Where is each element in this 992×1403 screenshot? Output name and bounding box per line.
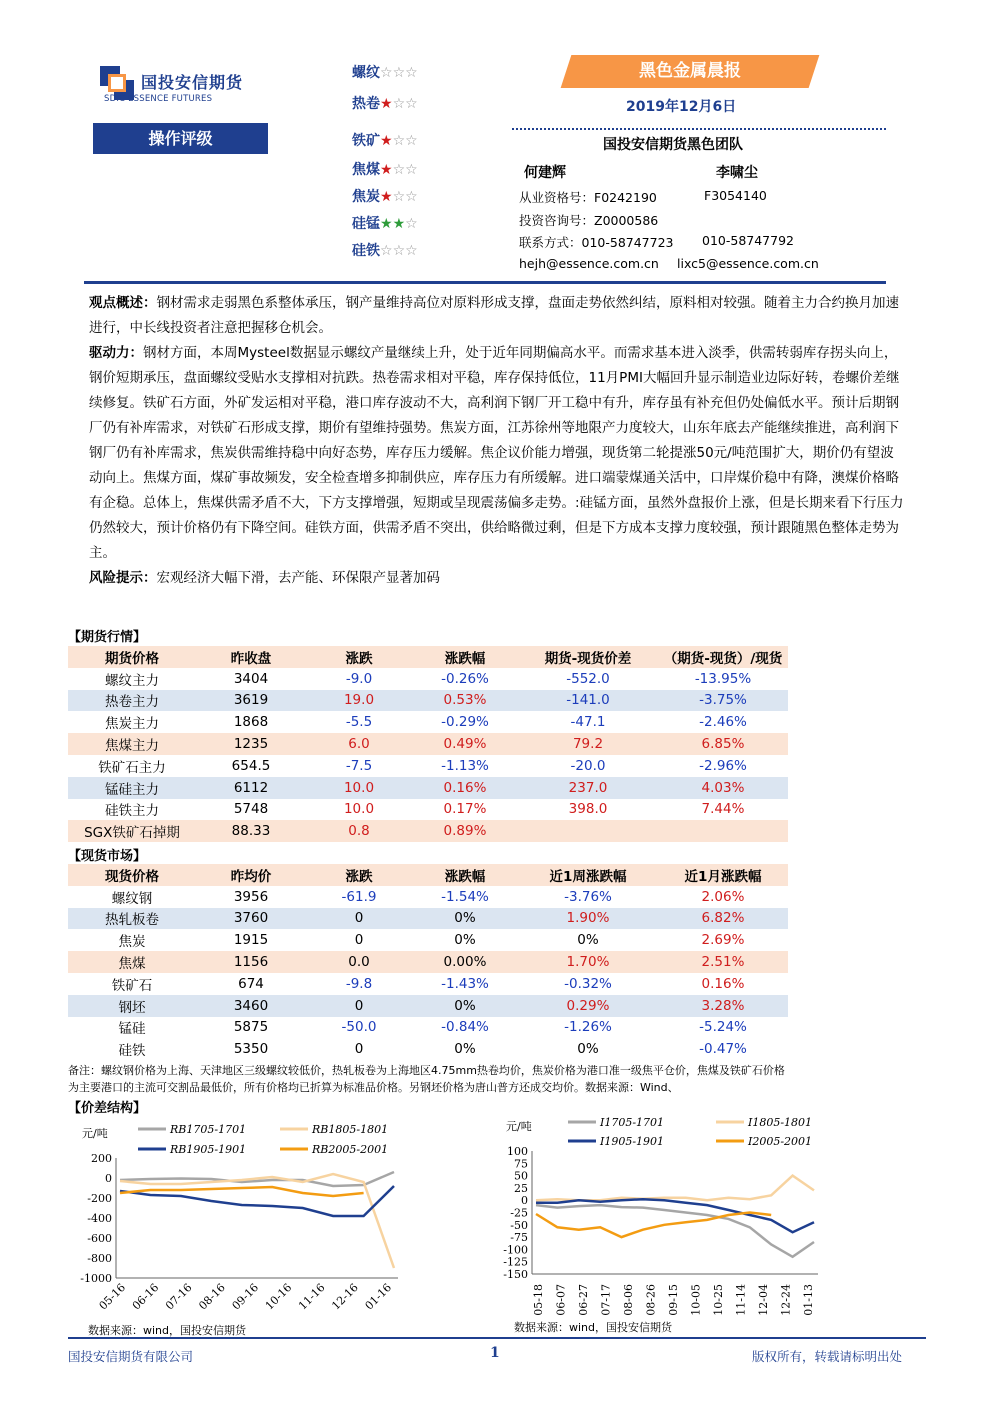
table-cell: -0.32% — [564, 975, 612, 992]
table-cell: 1235 — [196, 733, 306, 755]
legend-label: I1905-1901 — [600, 1135, 665, 1148]
y-tick-label: -150 — [503, 1268, 528, 1281]
y-tick-label: -75 — [510, 1231, 528, 1245]
rebar-spread-chart — [68, 1115, 418, 1335]
table-cell: 19.0 — [306, 690, 412, 712]
table-cell: -7.5 — [345, 757, 373, 774]
y-axis-unit: 元/吨 — [82, 1127, 108, 1140]
table-row — [68, 886, 788, 908]
analyst-2-name: 李啸尘 — [716, 165, 758, 181]
table-cell: -9.8 — [345, 975, 373, 992]
legend-label: I2005-2001 — [748, 1135, 813, 1148]
legend-label: I1805-1801 — [748, 1116, 813, 1129]
legend-label: I1705-1701 — [600, 1116, 665, 1129]
header-divider — [84, 281, 886, 284]
table-cell: 0% — [454, 932, 476, 949]
table-cell: 674 — [238, 975, 264, 992]
x-tick-label: 01-16 — [362, 1280, 395, 1313]
x-tick-label: 08-16 — [196, 1280, 228, 1313]
y-tick-label: -400 — [87, 1212, 112, 1225]
column-header: 涨跌幅 — [412, 646, 518, 668]
column-header: 昨均价 — [196, 864, 306, 886]
table-cell: 0 — [306, 995, 412, 1017]
rating-row — [352, 62, 418, 82]
star-empty-icon: ☆ — [392, 65, 406, 81]
y-tick-label: 100 — [507, 1145, 528, 1158]
series-line — [536, 1205, 814, 1257]
y-tick-label: 200 — [91, 1152, 112, 1165]
table-cell: -0.84% — [441, 1019, 489, 1036]
table-cell: 5748 — [233, 801, 269, 818]
footer-divider — [68, 1337, 926, 1339]
table-cell: -61.9 — [341, 888, 377, 905]
table-cell: 6112 — [196, 777, 306, 799]
footer-rights: 版权所有，转载请标明出处 — [752, 1349, 903, 1364]
table-cell: 2.06% — [701, 888, 745, 905]
table-cell — [518, 820, 658, 842]
table-cell: -3.75% — [658, 690, 788, 712]
table-cell: 10.0 — [343, 801, 375, 818]
table-cell: 焦煤 — [68, 951, 196, 973]
rating-name: 热卷 — [352, 96, 380, 112]
star-empty-icon: ☆ — [405, 65, 418, 81]
table-cell: 焦炭主力 — [105, 716, 159, 733]
x-tick-label: 10-05 — [689, 1284, 703, 1316]
table-cell: SGX铁矿石掉期 — [68, 820, 196, 842]
rating-row — [352, 213, 418, 233]
spot-section-title: 【现货市场】 — [68, 849, 147, 864]
table-cell: -1.13% — [441, 757, 489, 774]
rating-row — [352, 159, 418, 179]
table-cell: 398.0 — [568, 801, 608, 818]
column-header: 近1月涨跌幅 — [658, 864, 788, 886]
table-cell: 锰硅 — [118, 1021, 146, 1038]
chart-1-source: 数据来源：wind，国投安信期货 — [88, 1324, 247, 1337]
table-cell: 237.0 — [518, 777, 658, 799]
x-tick-label: 01-13 — [802, 1284, 815, 1316]
table-cell: -47.1 — [570, 714, 606, 731]
table-cell: 铁矿石 — [111, 977, 153, 994]
table-cell: 3404 — [233, 670, 269, 687]
analyst-2-email[interactable]: lixc5@essence.com.cn — [677, 256, 819, 271]
futures-section-title: 【期货行情】 — [68, 630, 147, 645]
risk-paragraph — [89, 566, 904, 591]
x-tick-label: 08-06 — [622, 1284, 635, 1316]
table-cell: 5350 — [233, 1041, 269, 1058]
analyst-1-license: 从业资格号：F0242190 — [519, 190, 657, 205]
rating-name: 螺纹 — [352, 65, 380, 81]
table-cell: 3956 — [233, 888, 269, 905]
star-empty-icon: ☆ — [405, 189, 418, 205]
table-cell: -1.43% — [441, 975, 489, 992]
table-cell: 钢坯 — [68, 995, 196, 1017]
x-tick-label: 09-15 — [667, 1284, 680, 1316]
table-cell: 10.0 — [306, 777, 412, 799]
table-row — [68, 820, 788, 842]
table-cell: -2.46% — [699, 714, 747, 731]
table-cell: 0.16% — [701, 975, 745, 992]
table-cell: -13.95% — [694, 670, 752, 687]
table-cell: -0.26% — [441, 670, 489, 687]
chart-2-source: 数据来源：wind，国投安信期货 — [514, 1321, 673, 1334]
x-tick-label: 11-14 — [734, 1284, 748, 1316]
table-header-row — [68, 646, 788, 668]
company-name-en: SDIC ESSENCE FUTURES — [104, 94, 213, 104]
table-cell: 1.70% — [518, 951, 658, 973]
y-tick-label: -1000 — [80, 1272, 112, 1285]
rating-row — [352, 93, 418, 113]
risk-text: 宏观经济大幅下滑，去产能、环保限产显著加码 — [156, 570, 440, 586]
y-tick-label: -50 — [510, 1218, 528, 1232]
summary-text: 钢材需求走弱黑色系整体承压，钢产量维持高位对原料形成支撑，盘面走势依然纠结，原料相对较强。随着主力合约换月加速进行，中长线投资者注意把握移仓机会。 — [89, 295, 899, 336]
x-tick-label: 09-16 — [229, 1280, 262, 1313]
analyst-2-license: F3054140 — [704, 188, 767, 203]
table-cell — [658, 820, 788, 842]
star-empty-icon: ☆ — [392, 96, 406, 112]
dotted-divider — [512, 128, 886, 130]
column-header: 近1周涨跌幅 — [518, 864, 658, 886]
table-cell: 0 — [354, 932, 364, 949]
table-cell: 0% — [412, 995, 518, 1017]
star-filled-icon: ★ — [392, 216, 406, 232]
analyst-2-phone: 010-58747792 — [702, 233, 794, 248]
table-cell: -0.47% — [699, 1041, 747, 1058]
table-cell: 0.89% — [412, 820, 518, 842]
table-cell: 6.0 — [306, 733, 412, 755]
star-empty-icon: ☆ — [380, 65, 393, 81]
table-cell: 79.2 — [518, 733, 658, 755]
y-tick-label: 0 — [521, 1194, 528, 1208]
spot-note: 备注：螺纹钢价格为上海、天津地区三级螺纹较低价，热轧板卷为上海地区4.75mm热卷均价，焦炭价格为港口准一级焦平仓价，焦煤及铁矿石价格为主要港口的主流可交割品最低价，所有价格均已折算为标准品价格。另钢坯价格为唐山普方还成交均价。数据来源：Wind、 — [68, 1064, 785, 1094]
table-cell: 3619 — [196, 690, 306, 712]
summary-paragraph — [89, 291, 904, 341]
x-tick-label: 08-26 — [644, 1284, 658, 1316]
table-cell: 1.90% — [518, 908, 658, 930]
y-tick-label: -600 — [87, 1232, 112, 1245]
column-header: （期货-现货）/现货 — [658, 646, 788, 668]
legend-label: RB2005-2001 — [312, 1143, 389, 1156]
star-empty-icon: ☆ — [405, 133, 418, 149]
x-tick-label: 05-16 — [96, 1280, 129, 1313]
star-filled-icon: ★ — [380, 216, 393, 232]
table-cell: 0 — [354, 1041, 364, 1058]
y-tick-label: -100 — [503, 1243, 528, 1257]
x-tick-label: 10-25 — [712, 1284, 725, 1316]
star-filled-icon: ★ — [380, 96, 393, 112]
star-empty-icon: ☆ — [392, 243, 406, 259]
column-header: 期货价格 — [68, 646, 196, 668]
table-cell: 0.16% — [412, 777, 518, 799]
table-cell: 6.85% — [658, 733, 788, 755]
star-empty-icon: ☆ — [405, 96, 418, 112]
table-row — [68, 668, 788, 690]
x-tick-label: 12-04 — [757, 1284, 770, 1316]
x-tick-label: 11-16 — [296, 1280, 328, 1313]
table-cell: -3.76% — [564, 888, 612, 905]
table-cell: 1156 — [196, 951, 306, 973]
table-cell: 焦炭 — [118, 934, 146, 951]
legend-label: RB1805-1801 — [312, 1123, 389, 1136]
y-tick-label: 25 — [514, 1181, 528, 1195]
company-name-cn: 国投安信期货 — [141, 73, 244, 92]
table-cell: 2.51% — [658, 951, 788, 973]
table-cell: -5.5 — [345, 714, 373, 731]
spot-table — [68, 864, 788, 1060]
y-tick-label: 0 — [105, 1172, 112, 1185]
analyst-1-advisory: 投资咨询号：Z0000586 — [519, 213, 659, 228]
analyst-1-phone: 联系方式：010-58747723 — [519, 235, 674, 250]
page-number: 1 — [490, 1345, 500, 1361]
star-empty-icon: ☆ — [392, 162, 406, 178]
x-tick-label: 06-27 — [577, 1284, 590, 1316]
table-cell: 7.44% — [701, 801, 745, 818]
table-cell: 3460 — [196, 995, 306, 1017]
column-header: 涨跌幅 — [412, 864, 518, 886]
legend-label: RB1705-1701 — [170, 1123, 247, 1136]
commentary — [89, 291, 904, 591]
table-cell: 4.03% — [658, 777, 788, 799]
column-header: 涨跌 — [306, 864, 412, 886]
table-cell: 2.69% — [701, 932, 745, 949]
rating-name: 硅锰 — [352, 216, 380, 232]
table-cell: 锰硅主力 — [68, 777, 196, 799]
rating-name: 焦炭 — [352, 189, 380, 205]
price-structure-title: 【价差结构】 — [68, 1101, 147, 1116]
x-tick-label: 06-16 — [129, 1280, 162, 1313]
driver-text: 钢材方面，本周Mysteel数据显示螺纹产量继续上升，处于近年同期偏高水平。而需求基本进入淡季，供需转弱库存拐头向上，钢价短期承压，盘面螺纹受贴水支撑相对抗跌。热卷需求相对平稳，库存保持低位，11月PMI大幅回升显示制造业边际好转，卷螺价差继续修复。铁矿石方面，外矿发运相对平稳，港口库存波动不大，高利润下钢厂开工稳中有升，库存虽有补充但仍处偏低水平。预计后期钢厂仍有补库需求，对铁矿石形成支撑，期价有望维持强势。焦炭方面，江苏徐州等地限产力度较大，山东年底去产能继续推进，高利润下钢厂仍有补库需求，焦炭供需维持稳中向好态势，库存压力缓解。焦企议价能力增强，现货第二轮提涨50元/吨范围扩大，期价仍有望波动向上。焦煤方面，煤矿事故频发，安全检查增多抑制供应，库存压力有所缓解。进口端蒙煤通关活中，口岸煤价稳中有降，澳煤价格略有企稳。总体上，焦煤供需矛盾不大，下方支撑增强，短期或呈现震荡偏多走势。:硅锰方面，虽然外盘报价上涨，但是长期来看下行压力仍然较大，预计价格仍有下降空间。硅铁方面，供需矛盾不突出，供给略微过剩，但是下方成本支撑力度较强，预计跟随黑色整体走势为主。 — [89, 345, 904, 561]
star-empty-icon: ☆ — [405, 216, 418, 232]
table-cell: 硅铁主力 — [105, 803, 159, 820]
table-cell: 硅铁 — [118, 1043, 146, 1060]
series-line — [536, 1199, 814, 1232]
x-tick-label: 10-16 — [262, 1280, 295, 1313]
table-cell: 3.28% — [658, 995, 788, 1017]
y-tick-label: 50 — [514, 1169, 528, 1183]
table-cell: 5875 — [233, 1019, 269, 1036]
table-cell: 3760 — [196, 908, 306, 930]
x-tick-label: 07-16 — [163, 1280, 195, 1313]
table-cell: 0.00% — [412, 951, 518, 973]
x-tick-label: 12-16 — [329, 1280, 361, 1313]
table-cell: 焦煤主力 — [68, 733, 196, 755]
analyst-1-name: 何建辉 — [524, 165, 566, 181]
star-empty-icon: ☆ — [392, 189, 406, 205]
table-cell: 0.53% — [412, 690, 518, 712]
table-cell: 1915 — [233, 932, 269, 949]
table-cell: 0% — [454, 1041, 476, 1058]
legend-label: RB1905-1901 — [170, 1143, 247, 1156]
table-row — [68, 973, 788, 995]
table-cell: 1868 — [233, 714, 269, 731]
table-row — [68, 1038, 788, 1060]
table-cell: 6.82% — [658, 908, 788, 930]
table-row — [68, 799, 788, 821]
table-cell: 螺纹主力 — [105, 672, 159, 689]
table-row — [68, 1017, 788, 1039]
x-tick-label: 07-17 — [599, 1284, 613, 1316]
report-title: 黑色金属晨报 — [639, 61, 741, 81]
table-cell: 0% — [577, 932, 599, 949]
report-title-banner — [561, 55, 820, 88]
y-axis-unit: 元/吨 — [506, 1120, 532, 1133]
table-cell: -552.0 — [566, 670, 610, 687]
y-tick-label: -125 — [503, 1255, 528, 1269]
y-tick-label: -800 — [87, 1252, 112, 1265]
table-cell: 螺纹钢 — [111, 890, 153, 907]
star-filled-icon: ★ — [380, 133, 393, 149]
series-line — [536, 1213, 771, 1238]
rating-row — [352, 130, 418, 150]
rating-name: 焦煤 — [352, 162, 380, 178]
y-tick-label: -200 — [87, 1192, 112, 1205]
star-empty-icon: ☆ — [380, 243, 393, 259]
analyst-1-email[interactable]: hejh@essence.com.cn — [519, 256, 659, 271]
risk-label: 风险提示： — [89, 570, 157, 586]
table-cell: 654.5 — [231, 757, 271, 774]
table-cell: 88.33 — [196, 820, 306, 842]
table-cell: 热轧板卷 — [68, 908, 196, 930]
table-cell: 0.49% — [412, 733, 518, 755]
futures-table — [68, 646, 788, 842]
table-cell: 铁矿石主力 — [98, 759, 166, 776]
table-row — [68, 690, 788, 712]
star-empty-icon: ☆ — [392, 133, 406, 149]
table-cell: 0.29% — [518, 995, 658, 1017]
table-cell: -0.29% — [441, 714, 489, 731]
table-cell: 0.0 — [306, 951, 412, 973]
table-row — [68, 755, 788, 777]
footer-company: 国投安信期货有限公司 — [68, 1349, 194, 1364]
x-tick-label: 06-07 — [554, 1284, 568, 1316]
star-filled-icon: ★ — [380, 162, 393, 178]
iron-ore-spread-chart — [500, 1110, 840, 1335]
rating-name: 硅铁 — [352, 243, 380, 259]
table-cell: 0% — [412, 908, 518, 930]
column-header: 现货价格 — [68, 864, 196, 886]
table-row — [68, 711, 788, 733]
table-cell: 0.8 — [306, 820, 412, 842]
rating-row — [352, 186, 418, 206]
team-name: 国投安信期货黑色团队 — [603, 137, 743, 153]
driver-label: 驱动力： — [89, 345, 143, 361]
table-header-row — [68, 864, 788, 886]
rating-row — [352, 240, 418, 260]
column-header: 期货-现货价差 — [518, 646, 658, 668]
column-header: 涨跌 — [306, 646, 412, 668]
table-cell: -1.26% — [564, 1019, 612, 1036]
summary-label: 观点概述： — [89, 295, 157, 311]
report-date: 2019年12月6日 — [626, 99, 737, 115]
table-cell: 0% — [577, 1041, 599, 1058]
table-cell: -141.0 — [518, 690, 658, 712]
y-tick-label: -25 — [510, 1206, 528, 1220]
table-cell: -1.54% — [441, 888, 489, 905]
table-row — [68, 951, 788, 973]
rating-name: 铁矿 — [352, 133, 380, 149]
table-cell: -50.0 — [341, 1019, 377, 1036]
table-row — [68, 777, 788, 799]
table-cell: -9.0 — [345, 670, 373, 687]
driver-paragraph — [89, 341, 904, 566]
table-cell: -20.0 — [570, 757, 606, 774]
x-tick-label: 12-24 — [779, 1284, 793, 1316]
star-filled-icon: ★ — [380, 189, 393, 205]
table-cell: 0 — [306, 908, 412, 930]
table-cell: 0.17% — [443, 801, 487, 818]
y-tick-label: 75 — [514, 1157, 528, 1171]
table-cell: 热卷主力 — [68, 690, 196, 712]
table-row — [68, 995, 788, 1017]
table-cell: -5.24% — [699, 1019, 747, 1036]
table-row — [68, 929, 788, 951]
series-line — [536, 1176, 814, 1201]
table-row — [68, 908, 788, 930]
table-row — [68, 733, 788, 755]
column-header: 昨收盘 — [196, 646, 306, 668]
table-cell: -2.96% — [699, 757, 747, 774]
star-empty-icon: ☆ — [405, 162, 418, 178]
star-empty-icon: ☆ — [405, 243, 418, 259]
rating-title: 操作评级 — [93, 123, 268, 154]
x-tick-label: 05-18 — [532, 1284, 545, 1316]
